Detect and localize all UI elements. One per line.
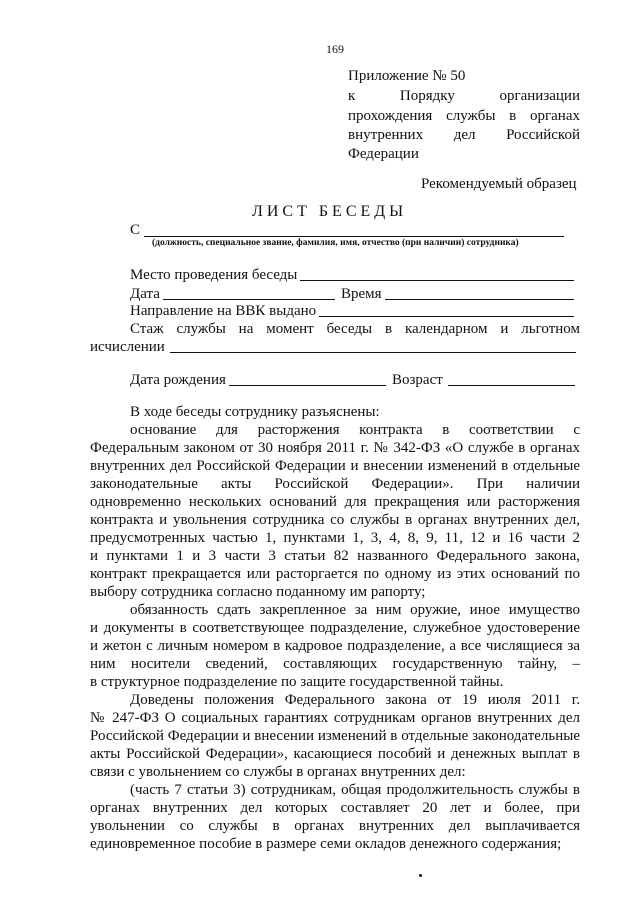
age-underline[interactable]: [448, 385, 575, 386]
birth-date-underline[interactable]: [229, 385, 386, 386]
appendix-line-2: к Порядку организации: [348, 88, 580, 104]
body-line: законодательные акты Российской Федерации». При наличии: [90, 476, 580, 492]
time-underline[interactable]: [385, 299, 574, 300]
age-label: Возраст: [392, 372, 443, 388]
appendix-line-5: Федерации: [348, 146, 419, 162]
appendix-line-4: внутренних дел Российской: [348, 127, 580, 143]
with-underline: [144, 236, 564, 237]
place-label: Место проведения беседы: [130, 267, 298, 283]
body-line: увольнении со службы в органах внутренних дел выплачивается: [90, 818, 580, 834]
service-length-label: Стаж службы на момент беседы в календарном и льготном: [130, 321, 580, 337]
appendix-line-1: Приложение № 50: [348, 68, 466, 84]
body-line: Российской Федерации и внесении изменений в отдельные законодательные: [90, 728, 580, 744]
body-line: обязанность сдать закрепленное за ним оружие, иное имущество: [130, 602, 580, 618]
service-length-underline[interactable]: [170, 352, 576, 353]
body-line: предусмотренных частью 1, пунктами 1, 3, 4, 8, 9, 11, 12 и 16 части 2: [90, 530, 580, 546]
service-length-label-2: исчислении: [90, 339, 165, 355]
date-label: Дата: [130, 286, 160, 302]
vvk-label: Направление на ВВК выдано: [130, 303, 317, 319]
body-line: в структурное подразделение по защите государственной тайны.: [90, 674, 504, 690]
body-line: акты Российской Федерации», касающиеся пособий и денежных выплат в: [90, 746, 580, 762]
body-line: (часть 7 статьи 3) сотрудникам, общая продолжительность службы в: [130, 782, 580, 798]
document-title: ЛИСТ БЕСЕДЫ: [252, 203, 408, 220]
appendix-line-3: прохождения службы в органах: [348, 108, 580, 124]
body-line: единовременное пособие в размере семи окладов денежного содержания;: [90, 836, 562, 852]
body-line: и пунктами 1 и 3 части 3 статьи 82 названного Федерального закона,: [90, 548, 580, 564]
body-line: ним носители сведений, составляющих государственную тайну, –: [90, 656, 580, 672]
with-caption: (должность, специальное звание, фамилия, имя, отчество (при наличии) сотрудника): [152, 238, 519, 248]
body-line: и документы в соответствующее подразделение, служебное удостоверение: [90, 620, 580, 636]
body-line: одновременно нескольких оснований для прекращения или расторжения: [90, 494, 580, 510]
with-label: С: [130, 222, 141, 238]
body-line: основание для расторжения контракта в соответствии с: [130, 422, 580, 438]
time-label: Время: [341, 286, 382, 302]
scan-dot: [419, 874, 422, 877]
body-line: контракт прекращается или расторгается по одному из этих оснований по: [90, 566, 580, 582]
body-line: выбору сотрудника согласно поданному им рапорту;: [90, 584, 426, 600]
recommended-sample-label: Рекомендуемый образец: [421, 176, 577, 192]
body-line: В ходе беседы сотруднику разъяснены:: [130, 404, 380, 420]
date-underline[interactable]: [163, 299, 335, 300]
body-line: № 247-ФЗ О социальных гарантиях сотрудникам органов внутренних дел: [90, 710, 580, 726]
body-line: контракта и увольнения сотрудника со службы в органах внутренних дел,: [90, 512, 580, 528]
page-number: 169: [326, 42, 344, 56]
body-line: органах внутренних дел которых составляет 20 лет и более, при: [90, 800, 580, 816]
body-line: связи с увольнением со службы в органах внутренних дел:: [90, 764, 466, 780]
birth-date-label: Дата рождения: [130, 372, 226, 388]
body-line: Федеральным законом от 30 ноября 2011 г. № 342-ФЗ «О службе в органах: [90, 440, 580, 456]
place-underline[interactable]: [300, 280, 574, 281]
body-line: Доведены положения Федерального закона от 19 июля 2011 г.: [130, 692, 580, 708]
body-line: и жетон с личным номером в кадровое подразделение, а все числящиеся за: [90, 638, 580, 654]
vvk-underline[interactable]: [319, 316, 574, 317]
body-line: внутренних дел Российской Федерации и внесении изменений в отдельные: [90, 458, 580, 474]
